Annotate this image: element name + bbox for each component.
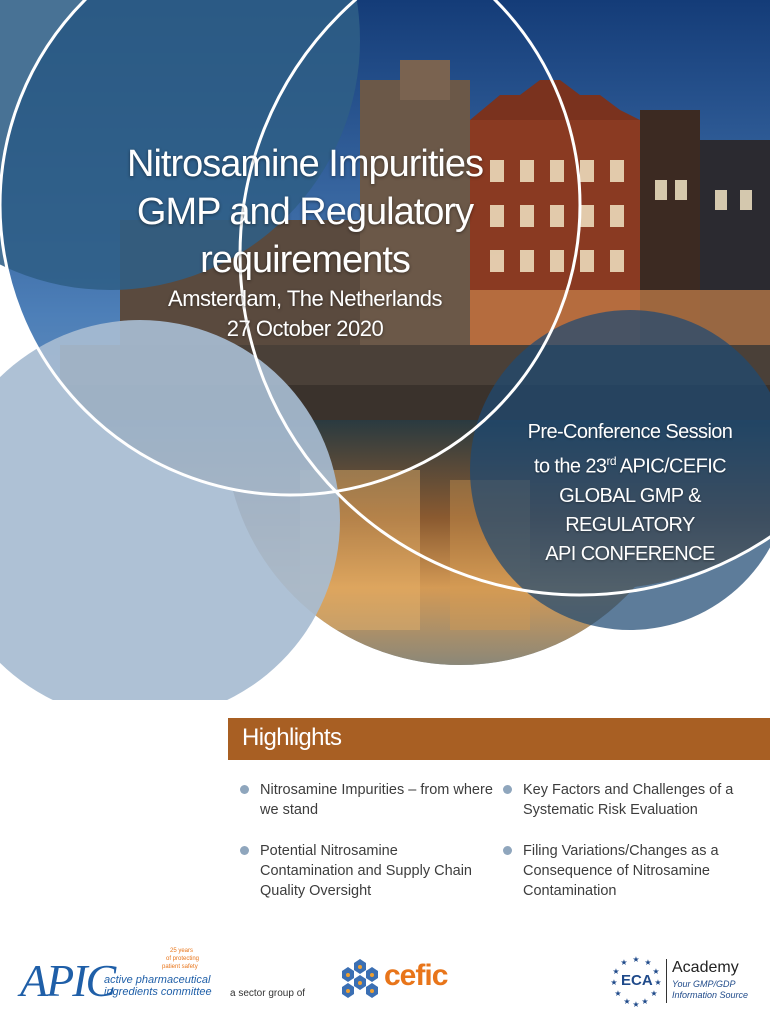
- svg-text:★: ★: [620, 958, 628, 967]
- highlight-item: [260, 780, 500, 820]
- cefic-hexagon-icon: [338, 955, 382, 999]
- session-line-4: REGULATORY: [565, 513, 695, 536]
- session-line-5: API CONFERENCE: [545, 542, 715, 565]
- highlights-title: Highlights: [242, 724, 342, 751]
- apic-badge-3: patient safety: [162, 964, 198, 970]
- event-title-block: [105, 140, 505, 344]
- svg-text:★: ★: [641, 997, 649, 1006]
- svg-text:★: ★: [650, 989, 658, 998]
- academy-tagline-1: Your GMP/GDP: [672, 979, 736, 989]
- highlight-text: Potential Nitrosamine Contamination and Supply Chain Quality Oversight: [260, 843, 472, 899]
- academy-tagline-2: Information Source: [672, 990, 749, 1000]
- cefic-logo: [338, 955, 448, 1000]
- highlight-item: [523, 841, 755, 901]
- svg-text:★: ★: [654, 978, 662, 987]
- apic-badge-2: of protecting: [166, 956, 200, 962]
- svg-text:★: ★: [652, 967, 660, 976]
- title-line-2: GMP and Regulatory: [136, 191, 474, 233]
- bullet-icon: [240, 785, 249, 794]
- highlight-text: Key Factors and Challenges of a Systematic Risk Evaluation: [523, 782, 734, 818]
- session-line-2: [505, 447, 755, 482]
- title-line-3: requirements: [200, 239, 410, 281]
- eca-academy-logo: [610, 955, 760, 1005]
- highlight-text: Filing Variations/Changes as a Consequence of Nitrosamine Contamination: [523, 843, 719, 899]
- sector-group-text: a sector group of: [230, 988, 306, 999]
- event-date: 27 October 2020: [226, 316, 384, 341]
- apic-wordmark: APIC: [20, 955, 115, 1006]
- session-line-1: Pre-Conference Session: [527, 421, 733, 443]
- apic-tagline-2: ingredients committee: [104, 986, 212, 998]
- svg-text:★: ★: [610, 978, 618, 987]
- highlight-item: [523, 780, 758, 820]
- pre-conference-session: [505, 418, 755, 569]
- svg-text:★: ★: [632, 955, 640, 964]
- academy-title: Academy: [672, 959, 739, 976]
- highlights-header: [228, 718, 770, 760]
- cefic-wordmark: cefic: [384, 959, 448, 992]
- title-line-1: Nitrosamine Impurities: [127, 143, 483, 185]
- apic-tagline-1: active pharmaceutical: [104, 974, 211, 986]
- svg-text:★: ★: [612, 967, 620, 976]
- apic-badge-1: 25 years: [170, 948, 194, 954]
- highlight-text: Nitrosamine Impurities – from where we stand: [260, 782, 493, 818]
- event-location: Amsterdam, The Netherlands: [168, 286, 442, 311]
- session-line-3: GLOBAL GMP &: [559, 484, 701, 507]
- svg-text:★: ★: [623, 997, 631, 1006]
- svg-text:★: ★: [632, 1000, 640, 1007]
- svg-text:★: ★: [644, 958, 652, 967]
- apic-logo: [20, 948, 220, 1008]
- svg-text:★: ★: [614, 989, 622, 998]
- eca-divider: [666, 959, 667, 1003]
- session-line-2-prefix: to the 23: [533, 455, 607, 478]
- session-line-2-suffix: APIC/CEFIC: [615, 455, 727, 478]
- bullet-icon: [503, 846, 512, 855]
- bullet-icon: [503, 785, 512, 794]
- highlight-item: [260, 841, 485, 901]
- session-ordinal-suffix: rd: [606, 454, 616, 468]
- bullet-icon: [240, 846, 249, 855]
- eca-wordmark: ECA: [621, 972, 653, 989]
